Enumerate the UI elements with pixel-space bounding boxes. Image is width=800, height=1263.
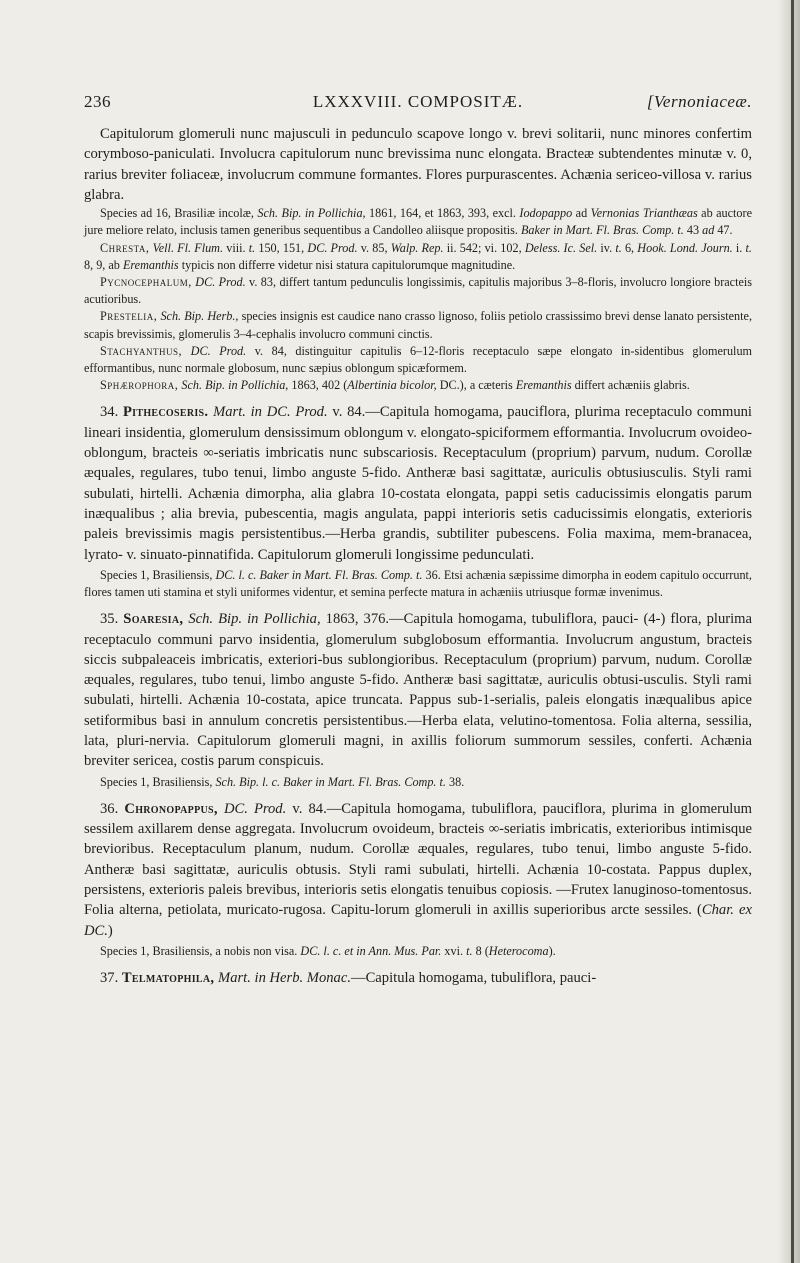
italic-text: Vell. Fl. Flum. (152, 240, 224, 255)
genus-name: Chronopappus, (124, 800, 218, 817)
text-run: Species 1, Brasiliensis, a nobis non visa. (100, 943, 301, 958)
italic-text: Iodopappo (519, 206, 573, 221)
text-run: i. (732, 240, 746, 255)
genus-name: Soaresia, (123, 611, 184, 628)
italic-text: DC. l. c. Baker in Mart. Fl. Bras. Comp. t. (215, 567, 423, 582)
italic-text: DC. Prod. (190, 343, 247, 358)
text-run: 36. (100, 800, 125, 817)
note-paragraph (84, 274, 752, 308)
italic-text: Baker in Mart. Fl. Bras. Comp. t. (520, 223, 684, 238)
text-run: Species ad 16, Brasiliæ incolæ, (100, 206, 258, 221)
italic-text: Walp. Rep. (390, 240, 444, 255)
note-paragraph (84, 240, 752, 274)
italic-text: Vernonias Trianthæas (590, 206, 698, 221)
italic-text: Sch. Bip. in Pollichia, (188, 611, 321, 628)
text-run (182, 344, 191, 358)
body-paragraph (84, 402, 752, 564)
italic-text: Mart. in DC. Prod. (213, 404, 328, 421)
italic-text: DC. l. c. et in Ann. Mus. Par. (300, 943, 442, 958)
italic-text: ad (702, 223, 715, 238)
page-number: 236 (84, 92, 111, 111)
text-run: species insignis est caudice nano crasso lignoso, foliis petiolo crassissimo brevi dense lanato persistente, scapis brevissimis, glomerulis 3–4-cephalis involucro communi cinctis. (84, 309, 752, 341)
italic-text: t. (745, 240, 752, 255)
italic-text: Sch. Bip. in Pollichia, (257, 206, 366, 221)
text-run: 37. (100, 970, 122, 987)
italic-text: Deless. Ic. Sel. (524, 240, 598, 255)
text-run: v. 84, distinguitur capitulis 6–12-floris receptaculo sæpe elongato in-sidentibus glomerulum efformantibus, nunc normale globosum, nunc sæpius oblongum spicæformem. (84, 343, 753, 376)
genus-synonym: Sphærophora, (100, 378, 179, 393)
text-run: differt achæniis glabris. (571, 378, 690, 393)
note-paragraph (84, 567, 752, 601)
italic-text: Sch. Bip. Herb., (160, 309, 239, 324)
italic-text: t. (466, 943, 473, 958)
text-run: v. 83, differt tantum pedunculis longissimis, capitulis majoribus 3–8-floris, involucro longiore bracteis acutioribus. (84, 275, 752, 307)
genus-name: Telmatophila, (121, 970, 215, 987)
genus-synonym: Chresta, (100, 240, 150, 255)
note-paragraph (84, 377, 752, 394)
italic-text: Hook. Lond. Journ. (637, 240, 733, 255)
italic-text: Char. ex DC. (84, 902, 753, 939)
text-run: 1861, 164, et 1863, 393, excl. (365, 206, 520, 221)
italic-text: t. (615, 240, 622, 255)
chapter-title: LXXXVIII. COMPOSITÆ. (312, 92, 524, 111)
text-run: 6, (621, 240, 638, 255)
body-paragraph (84, 609, 752, 771)
note-paragraph (84, 205, 752, 239)
text-run: 150, 151, (255, 240, 308, 255)
text-run: ). (548, 943, 556, 958)
body-paragraph (84, 124, 752, 205)
italic-text: Eremanthis (515, 378, 572, 393)
text-run: ii. 542; vi. 102, (443, 240, 525, 255)
text-run: 1863, 376.—Capitula homogama, tubuliflora, pauci- (4-) flora, plurima receptaculo communi parvo insidentia, glomerulum subglobosum efformantia. Involucrum angustum, bracteis siccis subpaleaceis imbricatis, exteriori-bus sublongioribus. Receptaculum (proprium) parvum, nudum. Corollæ æquales, regulares, tubo tenui, limbo anguste 5-fido. Antheræ basi sagittatæ, auriculis obtusi-usculis. Styli rami subulati, hirtelli. Achænia 10-costata, apice truncata. Pappus sub-1-serialis, paleis elongatis inæqualibus apice setiformibus basi in annulum concretis persistentibus.—Herba elata, velutino-tomentosa. Folia alterna, sessilia, lata, pluri-nervia. Capitulorum glomeruli magni, in axillis foliorum summorum sessiles, conferti. Achænia breviter sericea, costis parum conspicuis. (84, 611, 752, 770)
italic-text: Mart. in Herb. Monac. (218, 970, 351, 987)
text-run: v. 84.—Capitula homogama, pauciflora, plurima receptaculo communi lineari insidentia, glomerulum densissimum oblongum v. elongato-spiciformem efformantia. Involucrum ovoideo-oblongum, bracteis ∞-seriatis imbricatis nunc subscariosis. Receptaculum (proprium) parvum, nudum. Corollæ æquales, regulares, tubo tenui, limbo anguste 5-fido. Antheræ basi sagittatæ, auriculis obtusiusculis. Styli rami subulati, hirtelli. Achænia dimorpha, alia glabra 10-costata elongata, pappi setis caducissimis elongatis parum inæqualibus ; alia brevia, pubescentia, magis angulata, pappi interioris setis caducissimis elongatis, exterioris paleis brevissimis magis persistentibus.—Herba grandis, subtiliter pubescens. Folia maxima, mem-branacea, lyrato- v. sinuato-pinnatifida. Capitulorum glomeruli longissime pedunculati. (84, 404, 752, 563)
text-run: ab auctore jure meliore relato, inclusis tamen generibus sequentibus a Candolleo aliisque propositis. (84, 206, 752, 238)
text-run: viii. (223, 240, 249, 255)
text-run: 8, 9, ab (84, 257, 123, 272)
note-paragraph (84, 308, 752, 342)
text-run: typicis non differre videtur nisi statura capitulorumque magnitudine. (178, 257, 516, 272)
genus-synonym: Prestelia, (100, 309, 158, 324)
genus-synonym: Stachyanthus, (100, 343, 183, 358)
italic-text: Heterocoma (488, 943, 549, 958)
text-run: Capitulorum glomeruli nunc majusculi in pedunculo scapove longo v. brevi solitarii, nunc minores confertim corymboso-paniculati. Involucra capitulorum nunc brevissima nunc elongata. Bracteæ subtendentes minutæ v. 0, rarius breviter foliaceæ, involucrum commune formantes. Flores purpurascentes. Achænia sericeo-villosa v. rarius glabra. (84, 126, 752, 203)
note-paragraph (84, 943, 752, 960)
italic-text: t. (248, 240, 256, 255)
text-run: v. 84.—Capitula homogama, tubuliflora, pauciflora, plurima in glomerulum sessilem axillarem dense aggregata. Involucrum ovoideum, bracteis ∞-seriatis imbricatis, exterioribus intimisque brevioribus. Receptaculum planum, nudum. Corollæ æquales, regulares, tubo tenui, limbo anguste 5-fido. Antheræ basi sagittatæ, auriculis obtusis. Styli rami subulati, hirtelli. Achænia 10-costata. Pappus duplex, persistens, exterioris paleis brevibus, interioris setis elongatis tenuibus copiosis. —Frutex lanuginoso-tomentosus. Folia alterna, petiolata, muricato-rugosa. Capitu-lorum glomeruli in axillis superioribus arcte sessiles. ( (84, 800, 753, 919)
text-run: 36. Etsi achænia sæpissime dimorpha in eodem capitulo occurrunt, flores tamen uti stamina et styli uniformes videntur, et semina perfecte matura in achæniis utriusque formæ invenimus. (84, 567, 752, 599)
italic-text: Eremanthis (122, 257, 179, 272)
page-body (84, 124, 752, 988)
genus-synonym: Pycnocephalum, (100, 275, 192, 289)
italic-text: DC. Prod. (195, 275, 246, 289)
genus-name: Pithecoseris. (122, 404, 209, 421)
note-paragraph (84, 774, 752, 791)
text-run: v. 85, (357, 240, 391, 255)
note-paragraph (84, 343, 752, 377)
text-run: 47. (714, 223, 733, 238)
text-run: 1863, 402 ( (288, 378, 348, 393)
body-paragraph (84, 968, 752, 988)
text-run: DC.), a cæteris (436, 378, 516, 393)
text-run: Species 1, Brasiliensis, (100, 567, 216, 582)
italic-text: Sch. Bip. l. c. Baker in Mart. Fl. Bras. Comp. t. (215, 774, 446, 789)
italic-text: Albertinia bicolor, (347, 378, 437, 393)
text-run: 35. (100, 611, 124, 628)
text-run: xvi. (441, 943, 467, 958)
italic-text: DC. Prod. (307, 240, 358, 255)
italic-text: Sch. Bip. in Pollichia, (181, 378, 289, 393)
text-run: 38. (445, 774, 465, 789)
text-run: 43 (683, 223, 703, 238)
italic-text: DC. Prod. (223, 800, 287, 817)
section-title: [Vernoniaceæ. (646, 92, 752, 111)
text-run: iv. (597, 240, 616, 255)
text-run: ad (572, 206, 591, 221)
body-paragraph (84, 799, 752, 941)
text-run: —Capitula homogama, tubuliflora, pauci- (350, 970, 597, 987)
page-edge (778, 0, 800, 1263)
text-run: 34. (100, 404, 123, 421)
text-run: Species 1, Brasiliensis, (100, 774, 216, 789)
text-run: 8 ( (472, 943, 489, 958)
text-run: ) (107, 922, 113, 939)
running-header (84, 92, 752, 114)
